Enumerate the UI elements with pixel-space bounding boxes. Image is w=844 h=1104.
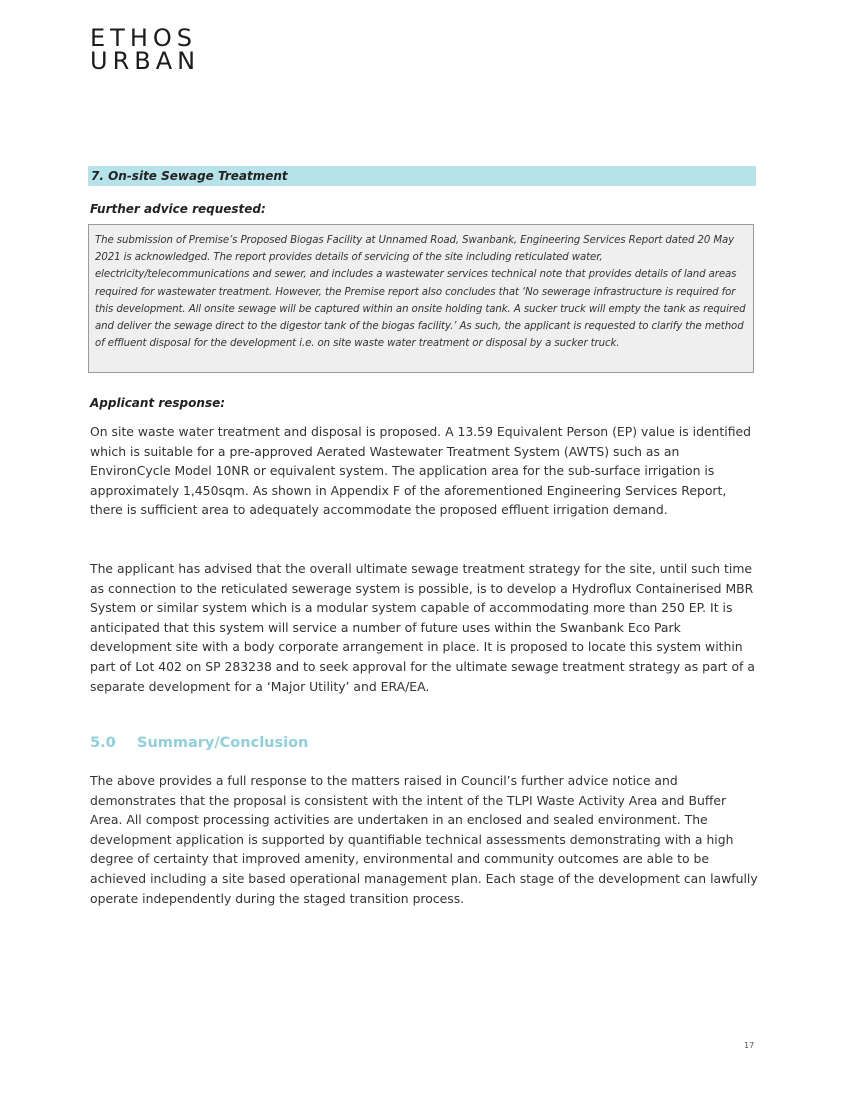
applicant-response-paragraph-2: The applicant has advised that the overall ultimate sewage treatment strategy for the site, until such time as connection to the reticulated sewerage system is possible, is to develop a Hydroflux Containerised MBR System or similar system which is a modular system capable of accommodating more than 250 EP. It is anticipated that this system will service a number of future uses within the Swanbank Eco Park development site with a body corporate arrangement in place. It is proposed to locate this system within part of Lot 402 on SP 283238 and to seek approval for the ultimate sewage treatment strategy as part of a separate development for a ‘Major Utility’ and ERA/EA. (90, 561, 755, 694)
further-advice-box: The submission of Premise’s Proposed Biogas Facility at Unnamed Road, Swanbank, Engineering Services Report dated 20 May 2021 is acknowledged. The report provides details of servicing of the site including reticulated water, electricity/telecommunications and sewer, and includes a wastewater services technical note that provides details of land areas required for wastewater treatment. However, the Premise report also concludes that ‘No sewerage infrastructure is required for this development. All onsite sewage will be captured within an onsite holding tank. A sucker truck will empty the tank as required and deliver the sewage direct to the digestor tank of the biogas facility.’ As such, the applicant is requested to clarify the method of effluent disposal for the development i.e. on site waste water treatment or disposal by a sucker truck. (88, 224, 754, 373)
summary-heading-title: Summary/Conclusion (137, 735, 309, 751)
further-advice-label: Further advice requested: (90, 202, 266, 216)
summary-heading (90, 735, 308, 751)
page-number: 17 (744, 1041, 755, 1050)
applicant-response-paragraph-1: On site waste water treatment and disposal is proposed. A 13.59 Equivalent Person (EP) value is identified which is suitable for a pre-approved Aerated Wastewater Treatment System (AWTS) such as an EnvironCycle Model 10NR or equivalent system. The application area for the sub-surface irrigation is approximately 1,450sqm. As shown in Appendix F of the aforementioned Engineering Services Report, there is sufficient area to adequately accommodate the proposed effluent irrigation demand. (90, 424, 751, 518)
logo-line-1: ETHOS (90, 24, 197, 52)
summary-heading-number: 5.0 (90, 735, 116, 751)
applicant-response-label: Applicant response: (90, 396, 226, 410)
logo-line-2: URBAN (90, 47, 201, 75)
section-title-bar: 7. On-site Sewage Treatment (88, 166, 756, 186)
summary-paragraph: The above provides a full response to the matters raised in Council’s further advice notice and demonstrates that the proposal is consistent with the intent of the TLPI Waste Activity Area and Buffer Area. All compost processing activities are undertaken in an enclosed and sealed environment. The development application is supported by quantifiable technical assessments demonstrating with a high degree of certainty that improved amenity, environmental and community outcomes are able to be achieved including a site based operational management plan. Each stage of the development can lawfully operate independently during the staged transition process. (90, 773, 758, 906)
ethos-urban-logo (90, 24, 201, 75)
